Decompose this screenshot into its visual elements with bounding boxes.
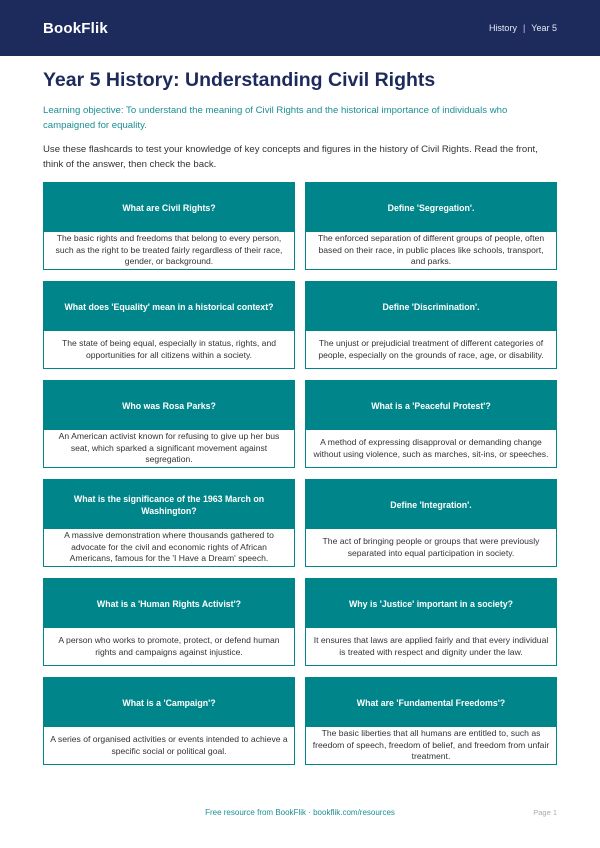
flashcard-back: The state of being equal, especially in status, rights, and opportunities for all citizens within a society. bbox=[61, 338, 277, 360]
page-title: Year 5 History: Understanding Civil Rights bbox=[43, 69, 436, 91]
flashcard-back: The unjust or prejudicial treatment of different categories of people, especially on the grounds of race, age, or disability. bbox=[318, 338, 544, 360]
flashcard-front: What is a 'Campaign'? bbox=[44, 678, 294, 727]
breadcrumb-year[interactable]: Year 5 bbox=[531, 23, 557, 33]
flashcard-grid bbox=[43, 182, 557, 776]
flashcard[interactable] bbox=[305, 182, 557, 270]
flashcard-back: It ensures that laws are applied fairly and that every individual is treated with respect and dignity under the law. bbox=[313, 635, 549, 657]
flashcard-front: Define 'Integration'. bbox=[306, 480, 556, 529]
footer-text[interactable]: Free resource from BookFlik · bookflik.com/resources bbox=[205, 808, 395, 817]
flashcard-back: An American activist known for refusing to give up her bus seat, which sparked a significant movement against segregation. bbox=[58, 431, 280, 465]
top-header-bar bbox=[0, 0, 600, 56]
flashcard-back: A series of organised activities or events intended to achieve a specific social or political goal. bbox=[50, 734, 288, 756]
flashcard-front: What are Civil Rights? bbox=[44, 183, 294, 232]
intro-text: Use these flashcards to test your knowledge of key concepts and figures in the history of Civil Rights. Read the front, think of the answer, then check the back. bbox=[43, 144, 538, 170]
learning-objective: Learning objective: To understand the meaning of Civil Rights and the historical importance of individuals who campaigned for equality. bbox=[43, 105, 508, 131]
flashcard-front: Why is 'Justice' important in a society? bbox=[306, 579, 556, 628]
flashcard[interactable] bbox=[305, 578, 557, 666]
flashcard[interactable] bbox=[43, 578, 295, 666]
flashcard-back: A person who works to promote, protect, or defend human rights and campaigns against injustice. bbox=[58, 635, 280, 657]
page-number: Page 1 bbox=[533, 808, 557, 817]
main-content bbox=[0, 68, 600, 172]
flashcard-row bbox=[43, 677, 557, 765]
flashcard-front: What are 'Fundamental Freedoms'? bbox=[306, 678, 556, 727]
flashcard-row bbox=[43, 182, 557, 270]
flashcard-row bbox=[43, 578, 557, 666]
flashcard[interactable] bbox=[43, 479, 295, 567]
flashcard-back: A method of expressing disapproval or demanding change without using violence, such as marches, sit-ins, or speeches. bbox=[313, 437, 549, 459]
flashcard-row bbox=[43, 281, 557, 369]
flashcard-front: What is a 'Human Rights Activist'? bbox=[44, 579, 294, 628]
flashcard-front: Define 'Segregation'. bbox=[306, 183, 556, 232]
breadcrumb-subject[interactable]: History bbox=[488, 23, 517, 33]
flashcard[interactable] bbox=[43, 380, 295, 468]
breadcrumb-separator: | bbox=[522, 23, 526, 33]
flashcard[interactable] bbox=[305, 281, 557, 369]
breadcrumb bbox=[489, 23, 557, 33]
flashcard[interactable] bbox=[43, 182, 295, 270]
flashcard-row bbox=[43, 479, 557, 567]
flashcard-back: The basic liberties that all humans are entitled to, such as freedom of speech, freedom of belief, and freedom from unfair treatment. bbox=[312, 728, 550, 762]
flashcard-front: What is the significance of the 1963 March on Washington? bbox=[44, 480, 294, 529]
flashcard[interactable] bbox=[305, 380, 557, 468]
flashcard[interactable] bbox=[43, 281, 295, 369]
flashcard-row bbox=[43, 380, 557, 468]
flashcard-front: What is a 'Peaceful Protest'? bbox=[306, 381, 556, 430]
flashcard-back: The enforced separation of different groups of people, often based on their race, in public places like schools, transport, and parks. bbox=[317, 233, 545, 267]
flashcard-front: Define 'Discrimination'. bbox=[306, 282, 556, 331]
flashcard-back: A massive demonstration where thousands gathered to advocate for the civil and economic rights of African Americans, famous for the 'I Have a Dream' speech. bbox=[64, 530, 274, 564]
brand-logo[interactable]: BookFlik bbox=[43, 19, 108, 37]
flashcard[interactable] bbox=[305, 677, 557, 765]
flashcard-front: What does 'Equality' mean in a historical context? bbox=[44, 282, 294, 331]
flashcard-back: The act of bringing people or groups that were previously separated into equal participation in society. bbox=[322, 536, 540, 558]
flashcard-front: Who was Rosa Parks? bbox=[44, 381, 294, 430]
flashcard[interactable] bbox=[305, 479, 557, 567]
flashcard[interactable] bbox=[43, 677, 295, 765]
flashcard-back: The basic rights and freedoms that belong to every person, such as the right to be treated fairly regardless of their race, gender, or background. bbox=[55, 233, 283, 267]
